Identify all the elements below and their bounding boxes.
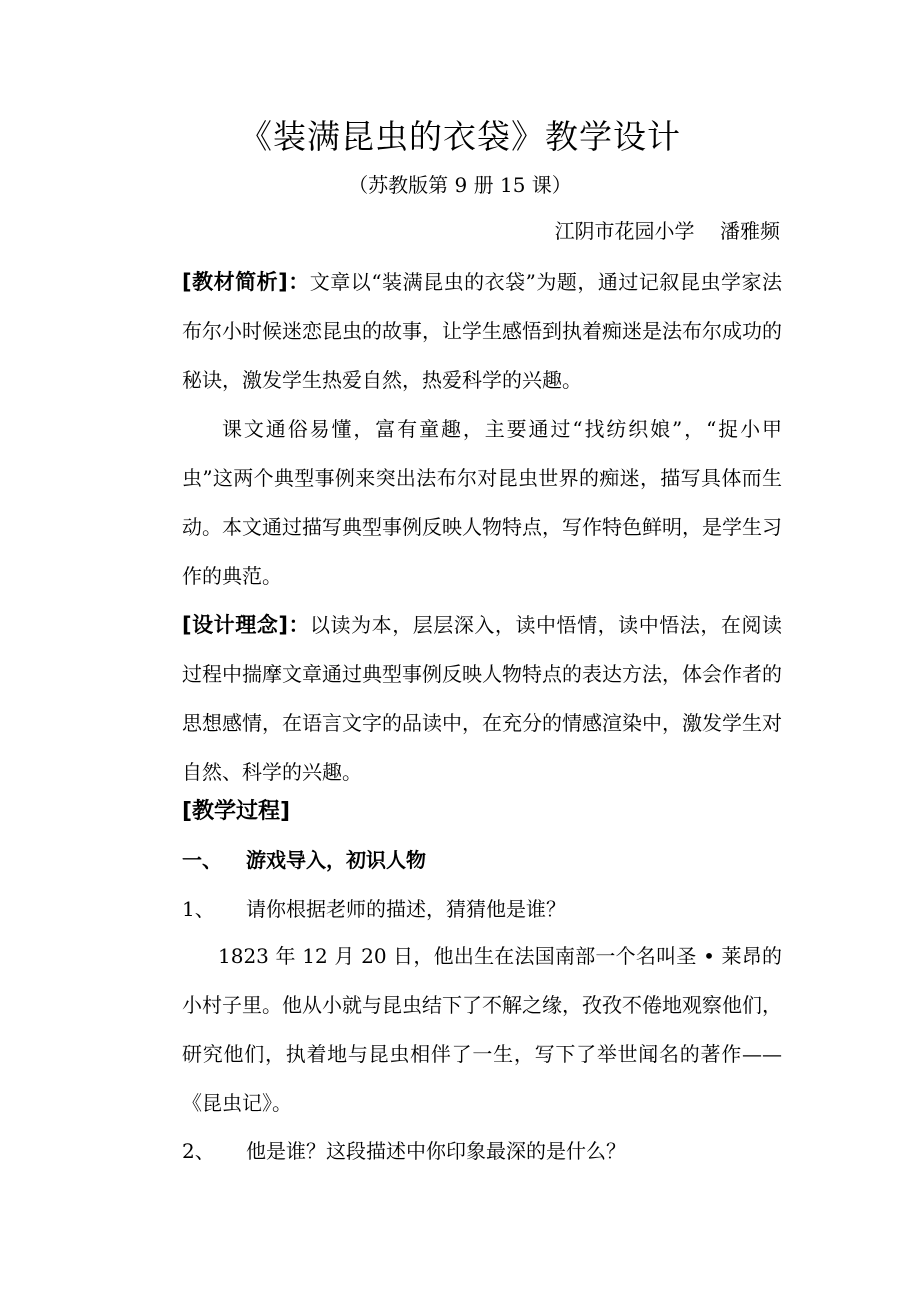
materials-paragraph-2: 课文通俗易懂，富有童趣，主要通过“找纺织娘”，“捉小甲虫”这两个典型事例来突出法布尔对昆虫世界的痴迷，描写具体而生动。本文通过描写典型事例反映人物特点，写作特色鲜明，是学生习作的典范。: [182, 417, 782, 588]
process-heading: [教学过程]: [182, 799, 291, 824]
step2-number: 2、: [182, 1139, 215, 1163]
step2-text: 他是谁？这段描述中你印象最深的是什么？: [246, 1139, 626, 1163]
description-paragraph: 1823 年 12 月 20 日，他出生在法国南部一个名叫圣 • 莱昂的小村子里。他从小就与昆虫结下了不解之缘，孜孜不倦地观察他们，研究他们，执着地与昆虫相伴了一生，写下了举世闻名的著作——《昆虫记》。: [182, 944, 782, 1115]
concept-text: 以读为本，层层深入，读中悟情，读中悟法，在阅读过程中揣摩文章通过典型事例反映人物特点的表达方法，体会作者的思想感情，在语言文字的品读中，在充分的情感渲染中，激发学生对自然、科学的兴趣。: [182, 613, 782, 784]
materials-paragraph: [182, 258, 782, 405]
part1-title: 游戏导入，初识人物: [246, 848, 426, 872]
concept-label: [设计理念]：: [182, 613, 311, 637]
step2-line: [182, 1134, 782, 1168]
materials-label: [教材简析]：: [182, 270, 310, 294]
part1-number: 一、: [182, 848, 222, 872]
document-title: 《装满昆虫的衣袋》教学设计: [239, 117, 681, 156]
step1-number: 1、: [182, 897, 215, 921]
step1-text: 请你根据老师的描述，猜猜他是谁？: [246, 897, 566, 921]
materials-text: 文章以“装满昆虫的衣袋”为题，通过记叙昆虫学家法布尔小时候迷恋昆虫的故事，让学生感悟到执着痴迷是法布尔成功的秘诀，激发学生热爱自然，热爱科学的兴趣。: [182, 270, 782, 392]
part1-heading: [182, 843, 782, 877]
author-line: 江阴市花园小学 潘雅频: [554, 219, 780, 243]
step1-line: [182, 892, 782, 926]
document-subtitle: （苏教版第 9 册 15 课）: [348, 173, 572, 197]
concept-paragraph: [182, 601, 782, 797]
